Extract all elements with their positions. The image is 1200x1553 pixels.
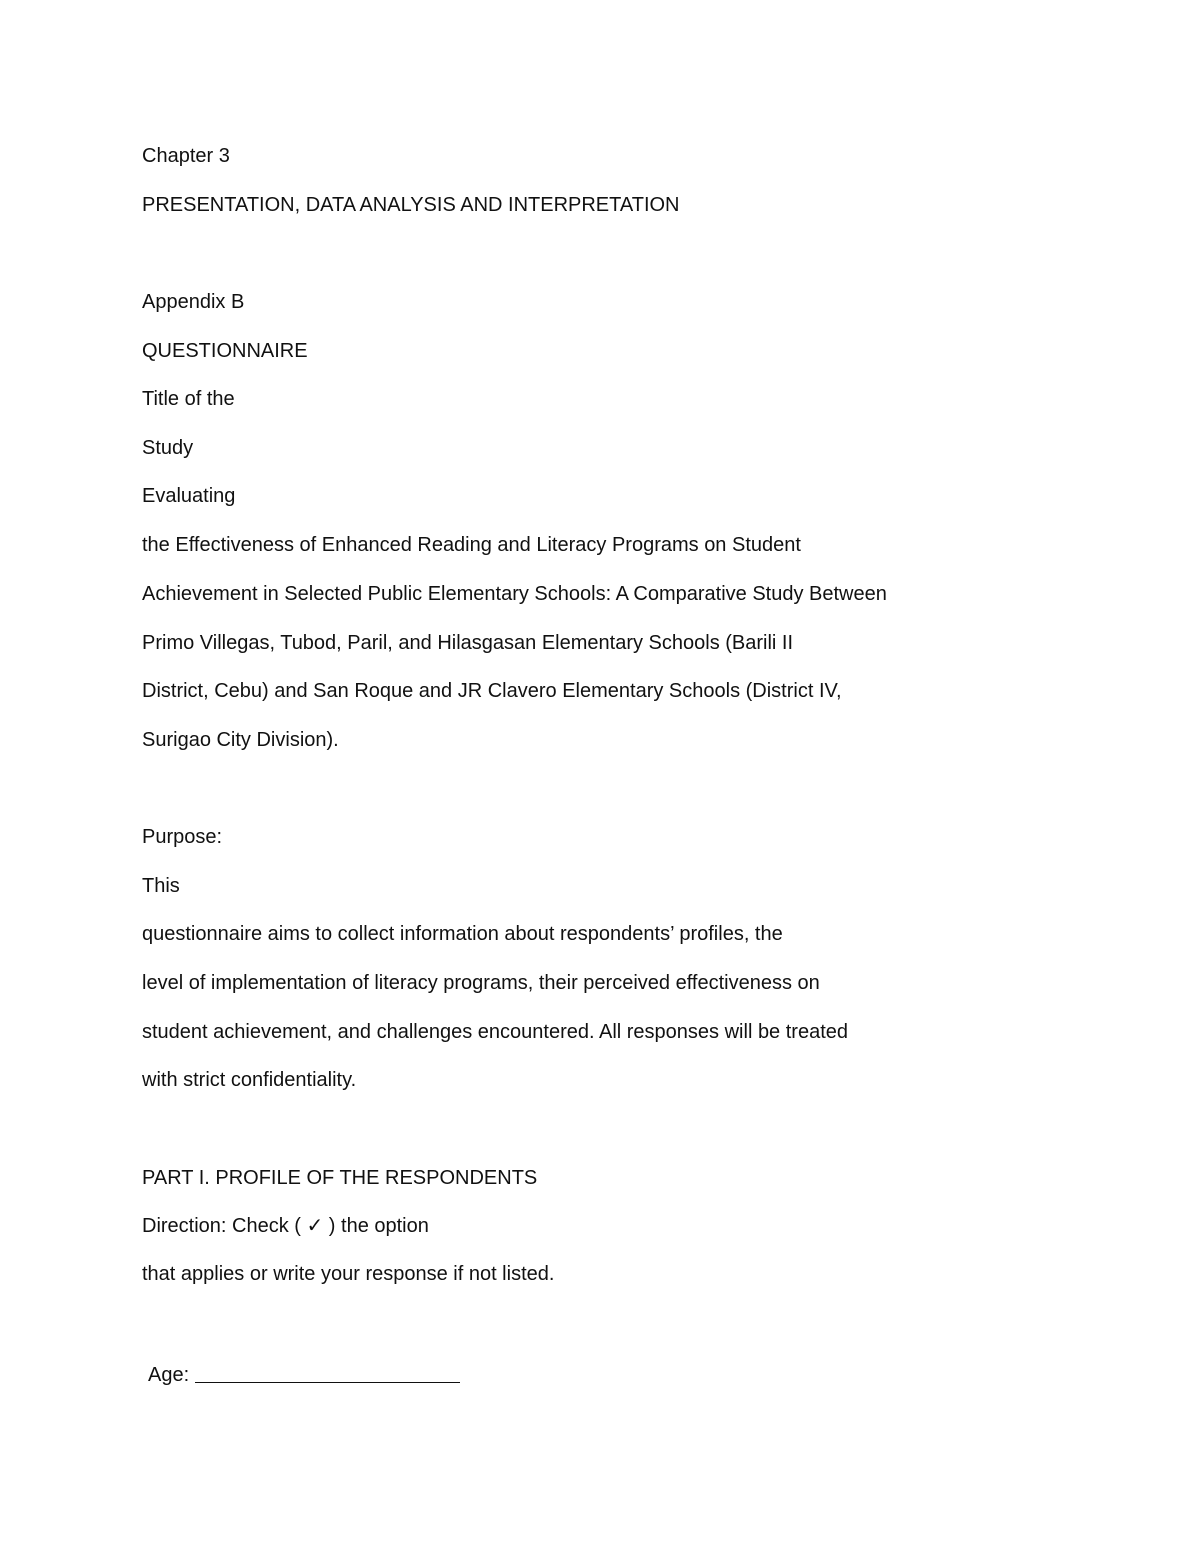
- study-title-line: Surigao City Division).: [142, 729, 339, 751]
- purpose-line: level of implementation of literacy programs, their perceived effectiveness on: [142, 972, 820, 994]
- questionnaire-heading: QUESTIONNAIRE: [142, 340, 308, 362]
- purpose-line: This: [142, 875, 180, 897]
- purpose-label: Purpose:: [142, 826, 223, 848]
- study-title-line: Achievement in Selected Public Elementary Schools: A Comparative Study Between: [142, 583, 887, 605]
- appendix-label: Appendix B: [142, 291, 245, 313]
- direction-line: Direction: Check ( ✓ ) the option: [142, 1215, 429, 1237]
- purpose-line: student achievement, and challenges encountered. All responses will be treated: [142, 1021, 849, 1043]
- purpose-line: with strict confidentiality.: [142, 1069, 357, 1091]
- chapter-title: PRESENTATION, DATA ANALYSIS AND INTERPRETATION: [142, 194, 680, 216]
- study-title-line: Evaluating: [142, 485, 236, 507]
- title-label-line: Title of the: [142, 388, 235, 410]
- chapter-label: Chapter 3: [142, 145, 230, 167]
- direction-line: that applies or write your response if not listed.: [142, 1263, 555, 1285]
- study-title-line: District, Cebu) and San Roque and JR Clavero Elementary Schools (District IV,: [142, 680, 842, 702]
- age-row: [148, 1360, 460, 1387]
- title-label-line: Study: [142, 437, 194, 459]
- study-title-line: Primo Villegas, Tubod, Paril, and Hilasgasan Elementary Schools (Barili II: [142, 632, 794, 654]
- age-label: Age:: [148, 1364, 190, 1386]
- part1-heading: PART I. PROFILE OF THE RESPONDENTS: [142, 1167, 538, 1189]
- purpose-line: questionnaire aims to collect information about respondents’ profiles, the: [142, 923, 783, 945]
- age-blank-field[interactable]: [195, 1362, 460, 1383]
- study-title-line: the Effectiveness of Enhanced Reading and Literacy Programs on Student: [142, 534, 801, 556]
